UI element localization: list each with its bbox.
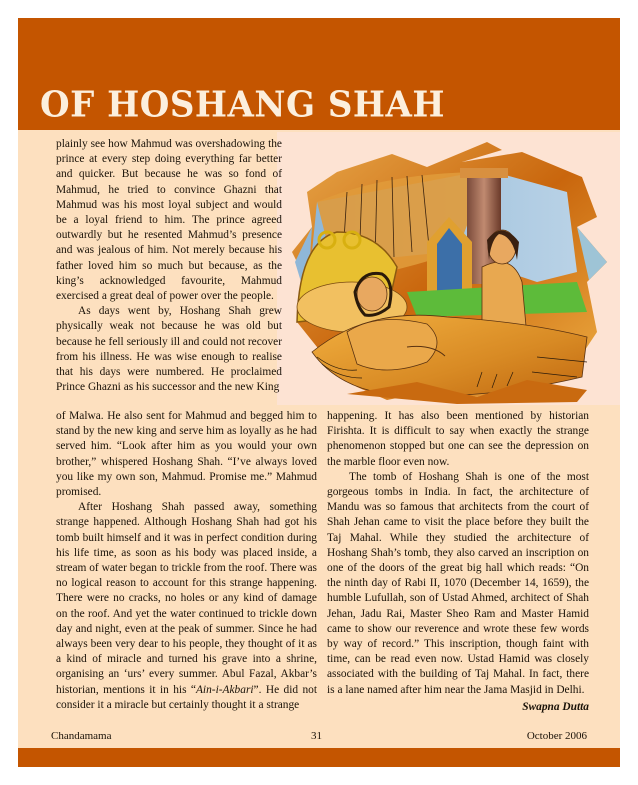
article-paragraph: The tomb of Hoshang Shah is one of the most gorgeous tombs in India. In fact, the architecture of Mandu was so famous that architects from the court of Shah Jehan came to visit the place before they built the Taj Mahal. While they studied the architecture of Hoshang Shah’s tomb, they also carved an inscription on one of the doors of the great big hall which reads: “On the ninth day of Rabi II, 1070 (December 14, 1659), the humble Lufullah, son of Ustad Ahmed, architect of Shah Jehan, Jadu Rai, Master Sheo Ram and Master Hamid came to show our reverence and wrote these few words by way of record.” This inscription, though faint with time, can be read even now. Ustad Hamid was closely associated with the building of Taj Mahal. In fact, there is a lane named after him near the Jama Masjid in Delhi. bbox=[327, 470, 589, 696]
footer-publication: Chandamama bbox=[51, 730, 112, 742]
book-title: Ain-i-Akbari bbox=[195, 683, 254, 696]
paragraph-text: After Hoshang Shah passed away, something strange happened. Although Hoshang Shah had got his tomb built himself and it was in perfect condition during his life time, as soon as his body was placed inside, a stream of water began to trickle from the roof. There was no logical reason to account for this strange happening. There were no cracks, no holes or any kind of damage on the roof. And yet the water continued to trickle down day and night, even at the peak of summer. Since he had always been very dear to his people, they thought of it as a kind of miracle and turned his grave into a shrine, organising an ‘urs’ every summer. Abul Fazal, Akbar’s historian, mentions it in his “ bbox=[56, 501, 317, 696]
page-title: OF HOSHANG SHAH bbox=[40, 84, 446, 126]
header-band bbox=[18, 18, 620, 130]
pillar-capital bbox=[460, 168, 508, 178]
footer-page-number: 31 bbox=[311, 730, 322, 742]
footer-band bbox=[18, 748, 620, 767]
illustration-art bbox=[277, 132, 620, 405]
article-paragraph bbox=[56, 500, 317, 713]
article-column-left-bottom bbox=[56, 409, 317, 713]
article-paragraph: happening. It has also been mentioned by historian Firishta. It is difficult to say when exactly the strange phenomenon stopped but one can see the depression on the marble floor even now. bbox=[327, 410, 589, 468]
story-illustration bbox=[277, 132, 620, 405]
article-paragraph: plainly see how Mahmud was overshadowing the prince at every step doing everything far better and quicker. But because he was so fond of Mahmud, he tried to convince Ghazni that Mahmud was his most loyal subject and would be a loyal friend to him. The prince agreed outwardly but he resented Mahmud’s presence and was jealous of him. Not merely because his father loved him so much but because, as the king’s acknowledged favourite, Mahmud exercised a great deal of power over the people. bbox=[56, 138, 282, 303]
magazine-page bbox=[18, 18, 620, 767]
article-column-left-top bbox=[56, 137, 282, 395]
author-signature: Swapna Dutta bbox=[522, 700, 589, 713]
footer-issue-date: October 2006 bbox=[526, 730, 587, 742]
article-paragraph: As days went by, Hoshang Shah grew physically weak not because he was old but because he fell seriously ill and could not recover from his illness. He was wise enough to realise that his days were numbered. He proclaimed Prince Ghazni as his successor and the new King bbox=[56, 305, 282, 394]
paragraph-text: ”. He did not consider it a miracle but certainly thought it a strange bbox=[56, 683, 318, 711]
article-column-right bbox=[327, 409, 589, 715]
article-paragraph: of Malwa. He also sent for Mahmud and begged him to stand by the new king and serve him as loyally as he had served him. “Look after him as you would your own brother,” whispered Hoshang Shah. “I’ve always loved you like my own son, Mahmud. Promise me.” Mahmud promised. bbox=[56, 410, 317, 499]
